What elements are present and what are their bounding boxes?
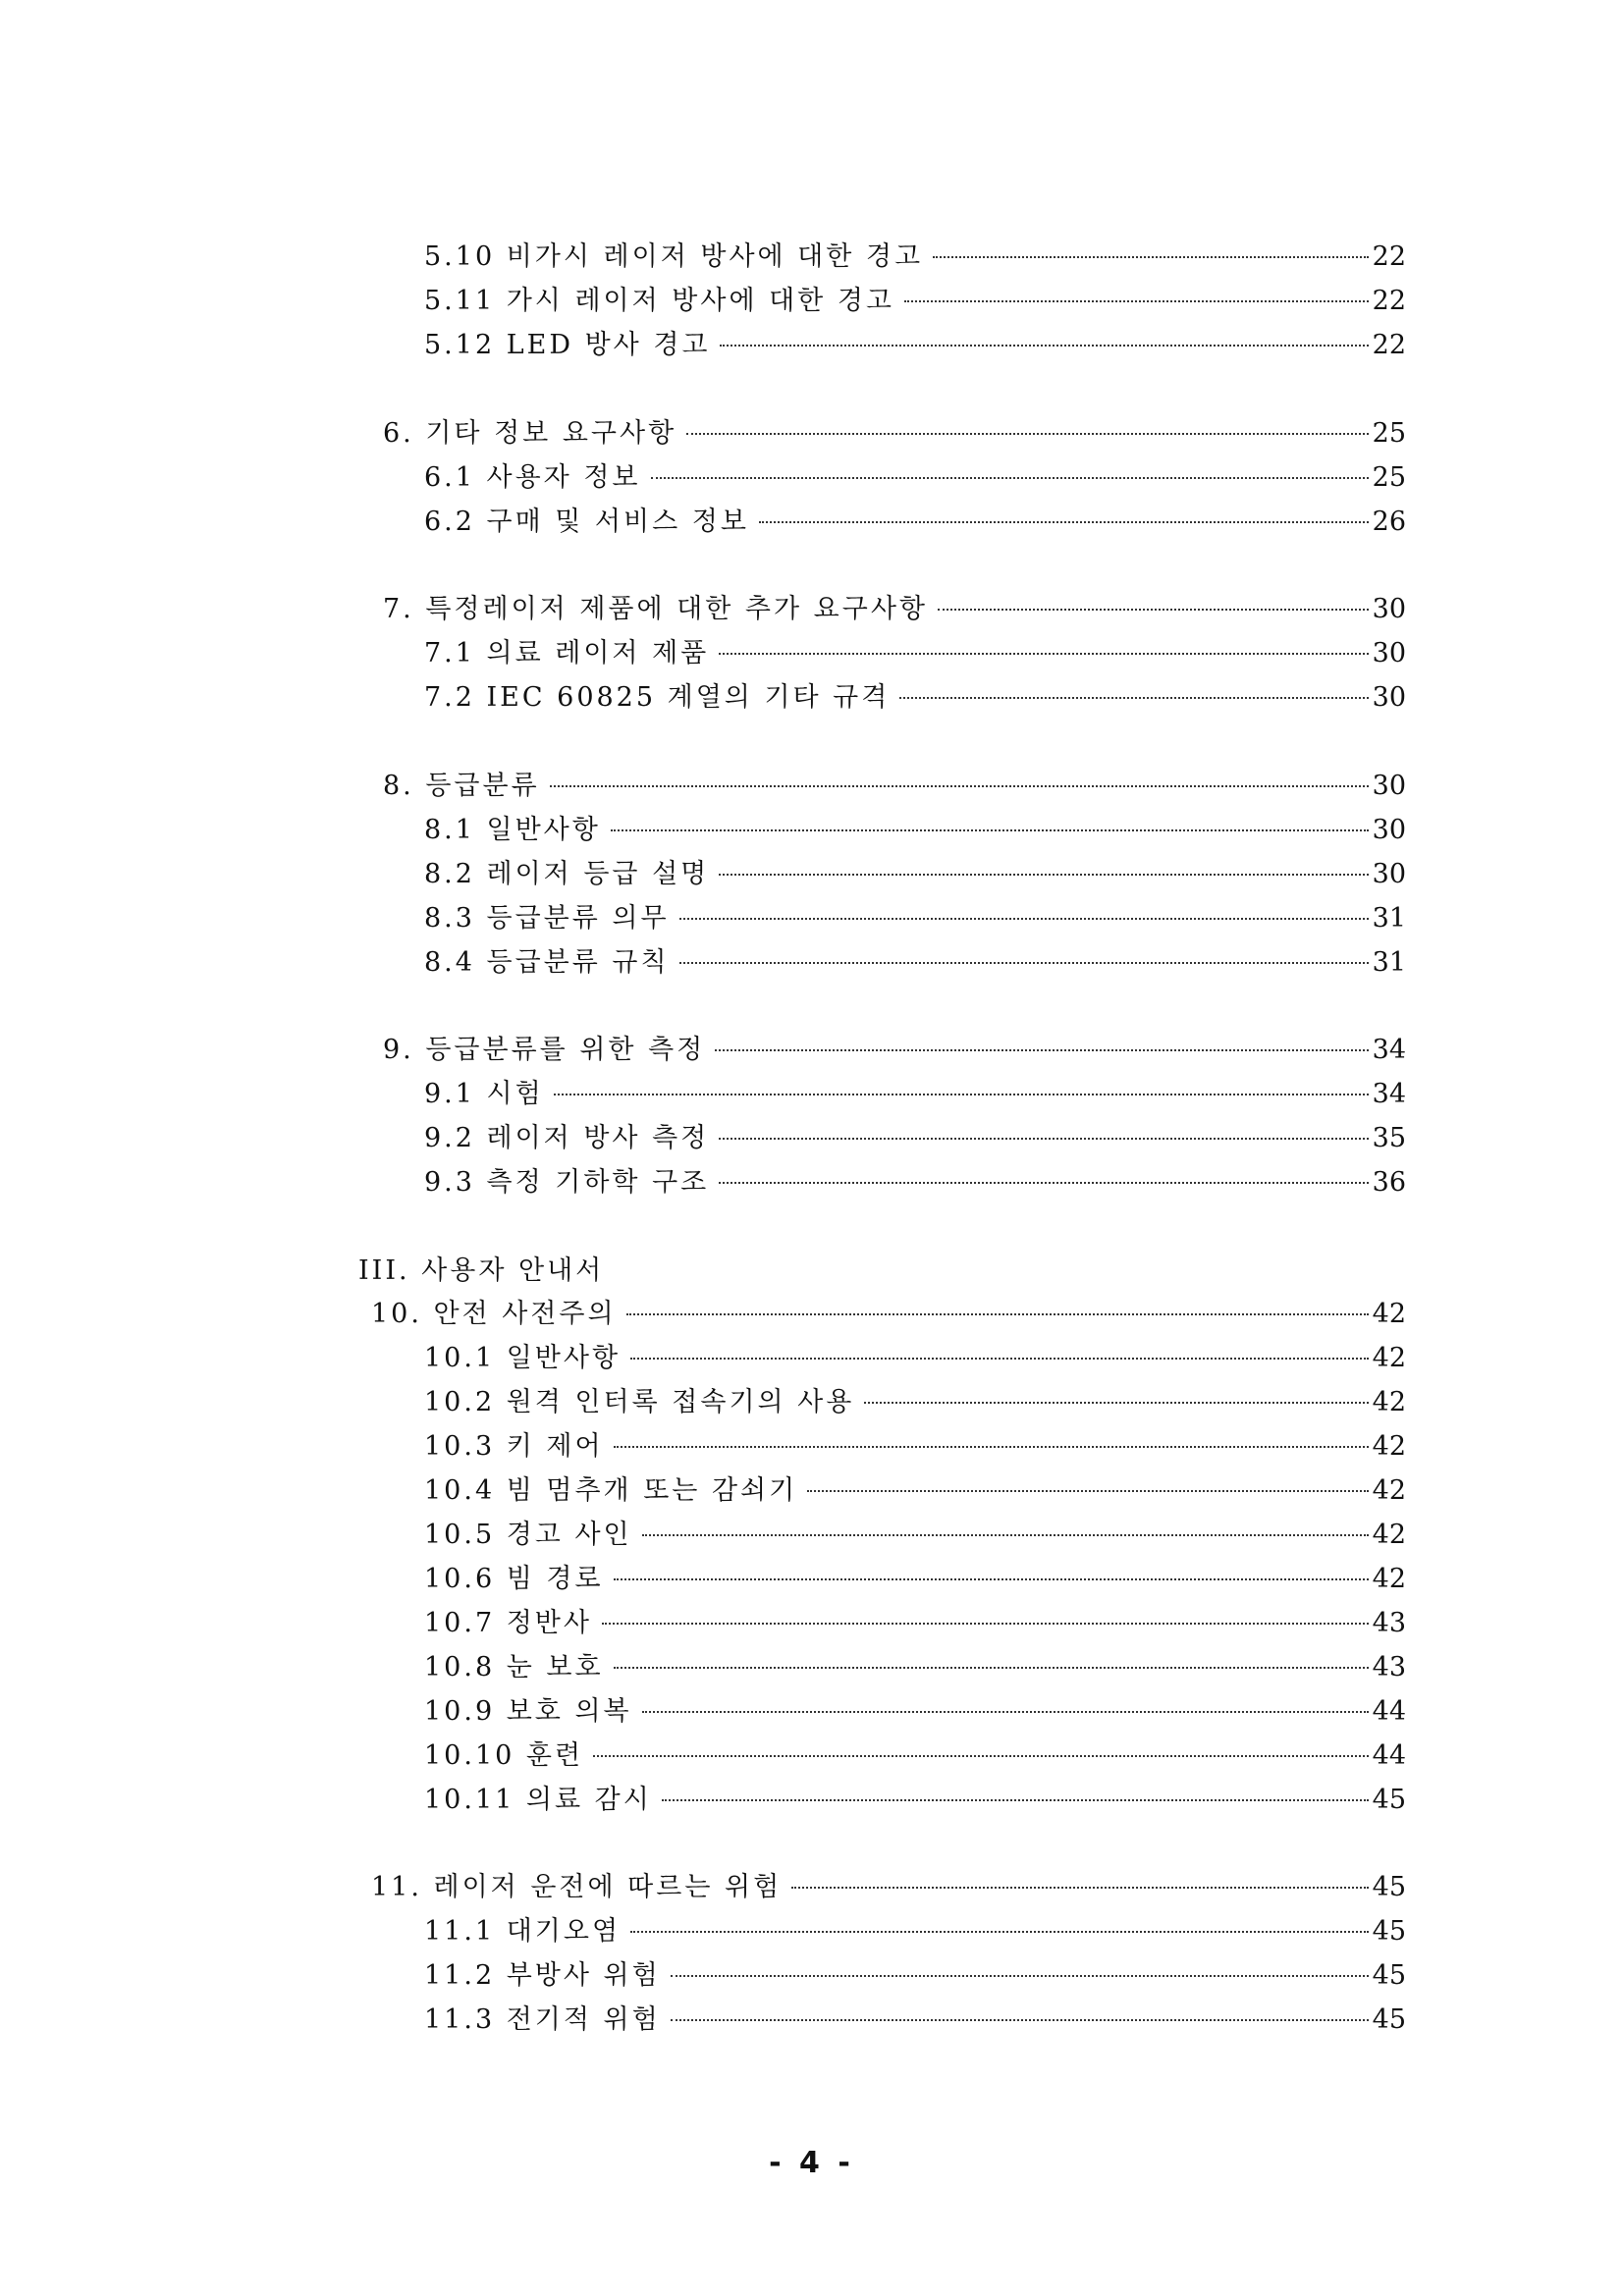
toc-entry-title: 5.10 비가시 레이저 방사에 대한 경고 [424,241,924,272]
dot-leader [662,1799,1369,1801]
toc-entry-page: 30 [1372,638,1406,668]
toc-entry-title: 6.1 사용자 정보 [424,462,641,493]
dot-leader [719,874,1368,876]
toc-entry [424,858,1406,891]
toc-part-heading [358,1255,1406,1288]
toc-entry [424,1078,1406,1111]
toc-entry-title: 8.1 일반사항 [424,815,601,845]
toc-entry-page: 36 [1372,1167,1406,1198]
toc-entry [424,946,1406,980]
toc-entry-page: 30 [1372,859,1406,889]
toc-entry [424,1430,1406,1464]
toc-entry-page: 34 [1372,1035,1406,1065]
toc-entry-page: 30 [1372,815,1406,845]
toc-entry [424,461,1406,495]
toc-entry-title: 10.2 원격 인터록 접속기의 사용 [424,1387,855,1417]
toc-entry-title: 10.11 의료 감시 [424,1785,652,1815]
toc-entry-title: 11.3 전기적 위험 [424,2004,661,2035]
toc-entry-title: 10.9 보호 의복 [424,1696,632,1727]
toc-entry-title: 5.11 가시 레이저 방사에 대한 경고 [424,286,895,316]
dot-leader [899,697,1368,699]
toc-entry [424,902,1406,935]
toc-entry [424,1386,1406,1419]
toc-entry-page: 42 [1372,1520,1406,1550]
toc-entry-title: 7.2 IEC 60825 계열의 기타 규격 [424,682,891,713]
toc-entry-page: 45 [1372,1872,1406,1902]
toc-entry-page: 44 [1372,1696,1406,1727]
page-number: - 4 - [769,2146,854,2180]
toc-entry-page: 34 [1372,1079,1406,1109]
toc-entry-title: 7. 특정레이저 제품에 대한 추가 요구사항 [383,594,928,624]
toc-entry-title: 9.3 측정 기하학 구조 [424,1167,710,1198]
toc-entry-title: 6.2 구매 및 서비스 정보 [424,507,749,537]
toc-entry-title: 9.1 시험 [424,1079,544,1109]
dot-leader [864,1402,1368,1404]
toc-entry [383,770,1406,803]
toc-entry-title: 10. 안전 사전주의 [371,1299,617,1329]
toc-entry-page: 35 [1372,1123,1406,1153]
dot-leader [759,521,1369,523]
toc-entry-title: 10.3 키 제어 [424,1431,604,1462]
toc-entry [424,285,1406,318]
toc-entry-page: 42 [1372,1299,1406,1329]
toc-entry [424,1607,1406,1640]
toc-entry-page: 25 [1372,418,1406,449]
dot-leader [642,1534,1369,1536]
toc-entry [424,1784,1406,1817]
toc-entry [424,1695,1406,1729]
toc-entry [424,2003,1406,2037]
toc-entry-page: 22 [1372,330,1406,360]
toc-entry [424,506,1406,539]
dot-leader [651,477,1369,479]
toc-entry-page: 44 [1372,1740,1406,1771]
toc-entry [371,1298,1406,1331]
dot-leader [719,1182,1368,1184]
dot-leader [614,1578,1369,1580]
toc-entry-page: 45 [1372,1785,1406,1815]
dot-leader [671,2019,1369,2021]
toc-entry [424,814,1406,847]
toc-entry-title: 7.1 의료 레이저 제품 [424,638,710,668]
toc-entry [424,1959,1406,1993]
toc-entry-title: 8.4 등급분류 규칙 [424,947,670,978]
toc-entry [424,1739,1406,1773]
dot-leader [719,1138,1368,1140]
dot-leader [602,1623,1369,1625]
toc-entry [424,681,1406,715]
dot-leader [791,1887,1368,1889]
dot-leader [904,300,1369,302]
toc-entry-page: 45 [1372,1916,1406,1947]
toc-entry [424,240,1406,274]
toc-entry-page: 42 [1372,1431,1406,1462]
dot-leader [614,1667,1369,1669]
dot-leader [715,1049,1368,1051]
dot-leader [614,1446,1369,1448]
toc-entry-page: 45 [1372,1960,1406,1991]
toc-entry [424,329,1406,362]
dot-leader [938,609,1369,611]
toc-entry-page: 42 [1372,1564,1406,1594]
toc-entry-title: 8.2 레이저 등급 설명 [424,859,710,889]
dot-leader [630,1931,1369,1933]
dot-leader [593,1755,1369,1757]
toc-entry-page: 31 [1372,947,1406,978]
dot-leader [679,962,1369,964]
toc-entry-page: 22 [1372,286,1406,316]
toc-entry-title: 9.2 레이저 방사 측정 [424,1123,710,1153]
toc-entry-page: 26 [1372,507,1406,537]
toc-entry [424,1474,1406,1508]
toc-entry-page: 25 [1372,462,1406,493]
dot-leader [671,1975,1369,1977]
toc-entry-title: 10.1 일반사항 [424,1343,622,1373]
toc-entry [383,593,1406,626]
dot-leader [630,1358,1369,1360]
toc-entry-page: 42 [1372,1387,1406,1417]
toc-entry [424,1122,1406,1155]
toc-entry-page: 42 [1372,1475,1406,1506]
toc-entry-title: 10.8 눈 보호 [424,1652,604,1682]
toc-entry-page: 42 [1372,1343,1406,1373]
dot-leader [550,785,1369,787]
dot-leader [686,433,1368,435]
toc-entry-title: 10.6 빔 경로 [424,1564,604,1594]
dot-leader [642,1711,1369,1713]
toc-entry-title: 6. 기타 정보 요구사항 [383,418,677,449]
toc-entry [424,1519,1406,1552]
toc-entry [424,1563,1406,1596]
toc-entry-title: 10.7 정반사 [424,1608,592,1638]
toc-entry-title: 10.4 빔 멈추개 또는 감쇠기 [424,1475,798,1506]
toc-entry-title: 11.2 부방사 위험 [424,1960,661,1991]
dot-leader [807,1490,1368,1492]
toc-entry-page: 43 [1372,1652,1406,1682]
toc-entry [424,1651,1406,1684]
toc-entry [424,1166,1406,1200]
toc-entry [424,637,1406,670]
toc-entry-page: 30 [1372,771,1406,801]
toc-entry-title: 5.12 LED 방사 경고 [424,330,711,360]
toc-entry [424,1342,1406,1375]
toc-entry [383,1034,1406,1067]
toc-entry [424,1915,1406,1949]
toc-entry-page: 30 [1372,682,1406,713]
toc-entry [371,1871,1406,1904]
toc-entry-title: 11. 레이저 운전에 따르는 위험 [371,1872,783,1902]
dot-leader [626,1313,1369,1315]
toc-entry-page: 30 [1372,594,1406,624]
toc-entry [383,417,1406,451]
toc-entry-title: 10.10 훈련 [424,1740,584,1771]
toc-entry-title: 9. 등급분류를 위한 측정 [383,1035,706,1065]
toc-entry-title: 11.1 대기오염 [424,1916,622,1947]
toc-entry-title: 8. 등급분류 [383,771,540,801]
dot-leader [933,256,1369,258]
toc-entry-title: 10.5 경고 사인 [424,1520,632,1550]
toc-entry-page: 31 [1372,903,1406,934]
toc-entry-title: III. 사용자 안내서 [358,1255,605,1286]
dot-leader [679,918,1369,920]
dot-leader [719,653,1368,655]
toc-entry-title: 8.3 등급분류 의무 [424,903,670,934]
toc-entry-page: 22 [1372,241,1406,272]
dot-leader [554,1094,1369,1095]
toc-entry-page: 43 [1372,1608,1406,1638]
toc-entry-page: 45 [1372,2004,1406,2035]
dot-leader [611,829,1369,831]
dot-leader [720,345,1368,347]
